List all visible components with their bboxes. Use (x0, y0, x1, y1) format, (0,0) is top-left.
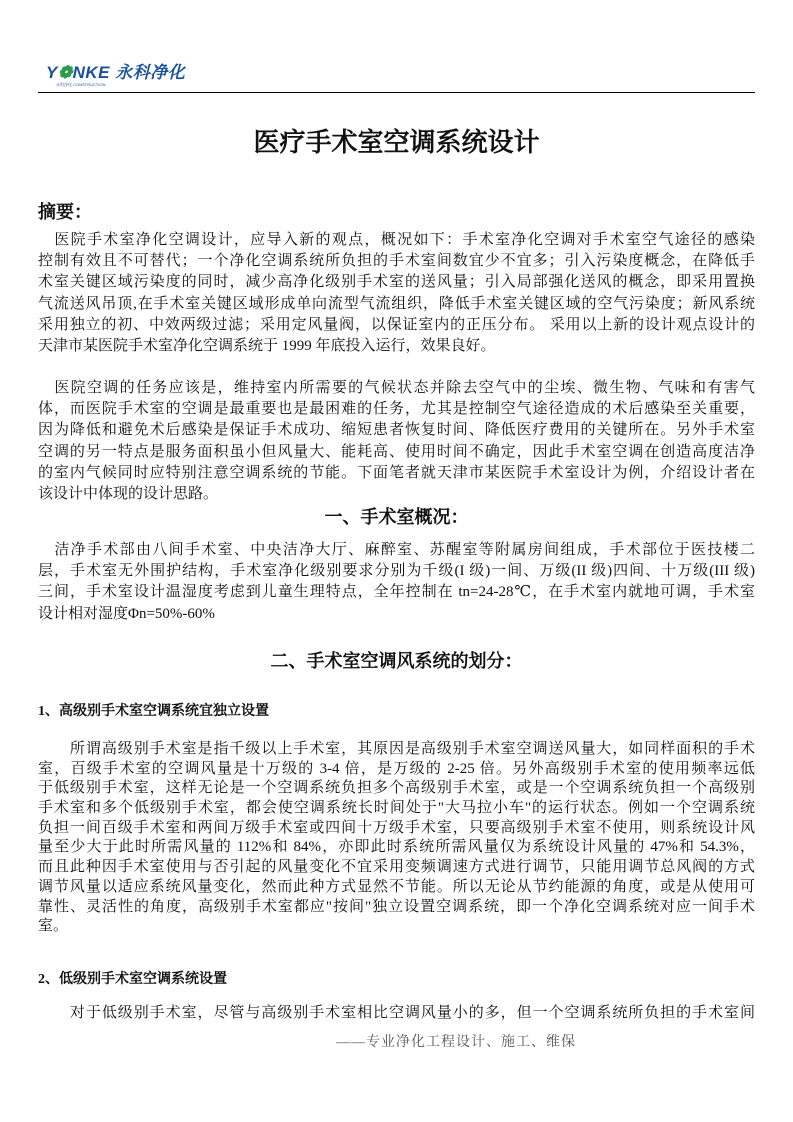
text-line: 术室关键区域污染度的同时，减少高净化级别手术室的送风量；引入局部强化送风的概念，即采用置换 (38, 274, 755, 291)
text-line: 空调的另一特点是服务面积虽小但风量大、能耗高、使用时间不确定，因此手术室空调在创造高度洁净 (38, 443, 755, 460)
text-line: 设计相对湿度Φn=50%-60% (38, 605, 215, 622)
text-line: 手术室和多个低级别手术室，都会使空调系统长时间处于"大马拉小车"的运行状态。例如一个空调系统 (38, 800, 755, 817)
header-rule (38, 92, 755, 93)
text-line: 控制有效且不可替代；一个净化空调系统所负担的手术室间数宜少不宜多；引入污染度概念，在降低手 (38, 253, 755, 270)
text-line: 采用独立的初、中效两级过滤；采用定风量阀，以保证室内的正压分布。 采用以上新的设计观点设计的 (38, 316, 755, 333)
text-line: 洁净手术部由八间手术室、中央洁净大厅、麻醉室、苏醒室等附属房间组成，手术部位于医技楼二 (38, 542, 755, 558)
abstract-heading: 摘要： (38, 202, 92, 222)
text-line: 负担一间百级手术室和两间万级手术室或四间十万级手术室，只要高级别手术室不使用，则系统设计风 (38, 819, 755, 836)
abstract-paragraph-1 (38, 230, 755, 357)
subsection-heading-2: 2、低级别手术室空调系统设置 (38, 972, 227, 987)
text-line: 于低级别手术室，这样无论是一个空调系统负担多个高级别手术室，或是一个空调系统负担一个高级别 (38, 780, 755, 797)
text-line: 因为降低和避免术后感染是保证手术成功、缩短患者恢复时间、降低医疗费用的关键所在。另外手术室 (38, 422, 755, 439)
text-line: 室，百级手术室的空调风量是十万级的 3-4 倍，是万级的 2-25 倍。另外高级别手术室的使用频率远低 (38, 760, 755, 777)
abstract-paragraph-2 (38, 378, 755, 505)
text-line: 所谓高级别手术室是指千级以上手术室，其原因是高级别手术室空调送风量大，如同样面积的手术 (38, 741, 755, 757)
text-line: 而且此种因手术室使用与否引起的风量变化不宜采用变频调速方式进行调节，只能用调节总风阀的方式 (38, 859, 755, 876)
text-line: 的室内气候同时应特别注意空调系统的节能。下面笔者就天津市某医院手术室设计为例，介绍设计者在 (38, 464, 755, 481)
text-line: 体，而医院手术室的空调是最重要也是最困难的任务，尤其是控制空气途径造成的术后感染至关重要， (38, 401, 755, 418)
text-line: 医院手术室净化空调设计，应导入新的观点，概况如下：手术室净化空调对手术室空气途径的感染 (38, 232, 755, 248)
overview-paragraph (38, 540, 755, 625)
text-line: 层，手术室无外围护结构，手术室净化级别要求分别为千级(I 级)一间、万级(II 级)四间、十万级(III 级) (38, 563, 755, 580)
text-line: 三间，手术室设计温湿度考虑到儿童生理特点，全年控制在 tn=24-28℃，在手术室内就地可调，手术室 (38, 584, 755, 601)
text-line: 量至少大于此时所需风量的 112%和 84%，亦即此时系统所需风量仅为系统设计风量的 47%和 54.3%， (38, 839, 755, 856)
logo-subtitle: 永科净化 CONSTRUCTION (56, 82, 106, 87)
text-line: 天津市某医院手术室净化空调系统于 1999 年底投入运行，效果良好。 (38, 337, 496, 354)
subsection-heading-1: 1、高级别手术室空调系统宜独立设置 (38, 704, 269, 719)
subsection-2-paragraph (38, 1004, 755, 1024)
document-title: 医疗手术室空调系统设计 (253, 128, 540, 157)
text-line: 气流送风吊顶,在手术室关键区域形成单向流型气流组织，降低手术室关键区域的空气污染度；新风系统 (38, 295, 755, 312)
subsection-1-paragraph (38, 740, 755, 937)
text-line: 调节风量以适应系统风量变化，然而此种方式显然不节能。所以无论从节约能源的角度，或是从使用可 (38, 878, 755, 895)
text-line: 室。 (38, 918, 69, 935)
section-heading-2: 二、手术室空调风系统的划分： (270, 651, 523, 671)
text-line: 对于低级别手术室，尽管与高级别手术室相比空调风量小的多，但一个空调系统所负担的手术室间 (38, 1005, 755, 1021)
text-line: 靠性、灵活性的角度，高级别手术室都应"按间"独立设置空调系统，即一个净化空调系统对应一间手术 (38, 898, 755, 915)
logo-wordmark: Y❁NKE 永科净化 (46, 63, 186, 82)
page-footer: ——专业净化工程设计、施工、维保 (336, 1035, 576, 1050)
text-line: 医院空调的任务应该是，维持室内所需要的气候状态并除去空气中的尘埃、微生物、气味和有害气 (38, 380, 755, 396)
section-heading-1: 一、手术室概况： (324, 507, 469, 527)
company-logo (46, 64, 186, 90)
text-line: 该设计中体现的设计思路。 (38, 485, 219, 502)
